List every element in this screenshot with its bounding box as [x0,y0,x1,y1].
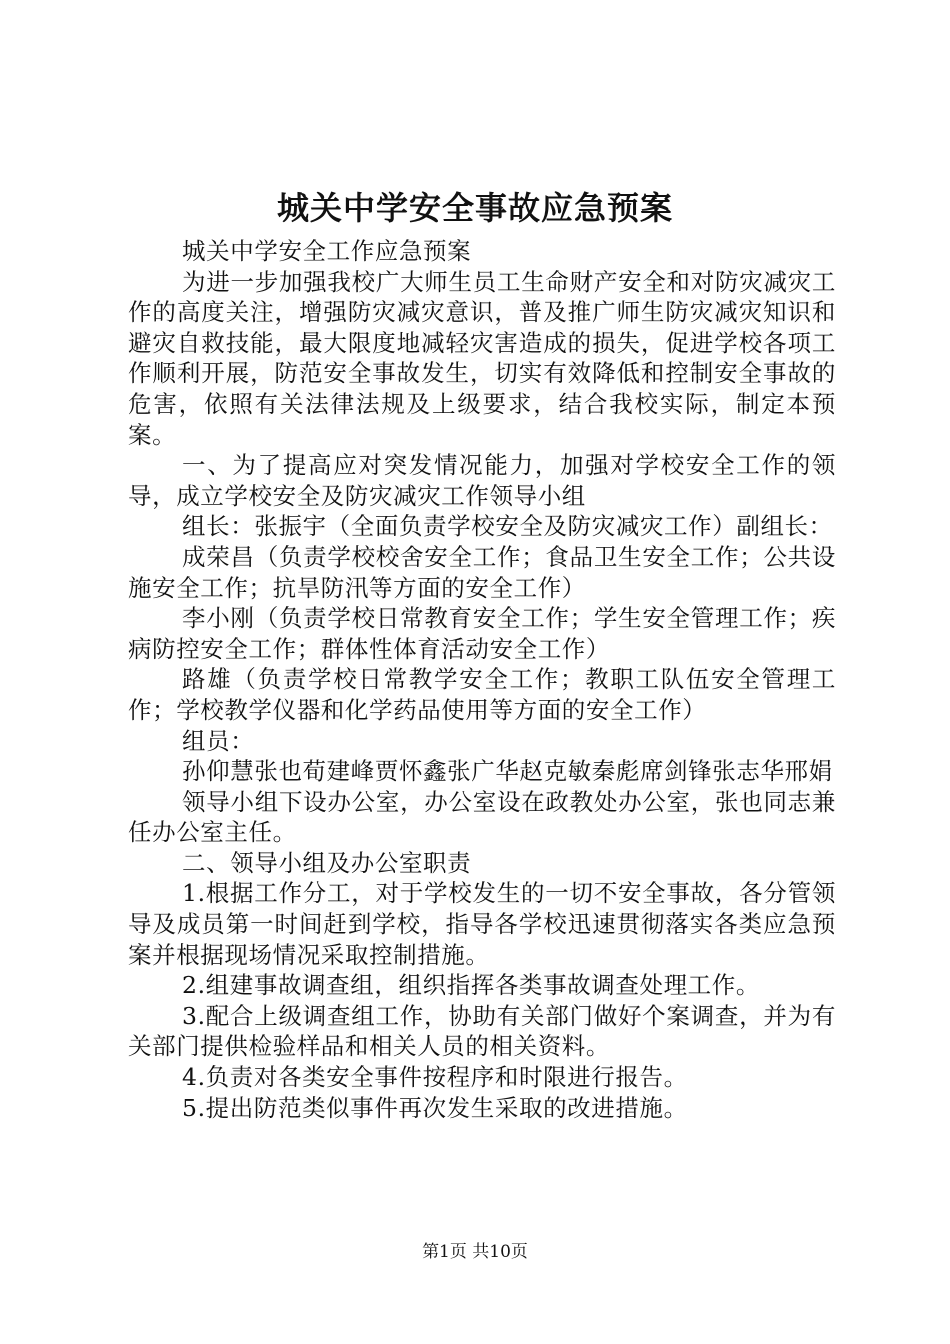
page-footer: 第1页 共10页 [422,1242,528,1262]
paragraph-group-leader: 组长：张振宇（全面负责学校安全及防灾减灾工作）副组长： [182,512,833,541]
paragraph-duty-5: 5.提出防范类似事件再次发生采取的改进措施。 [182,1093,688,1122]
paragraph-members-list: 孙仰慧张也荀建峰贾怀鑫张广华赵克敏秦彪席剑锋张志华邢娟 [182,757,833,786]
paragraph-deputy-3: 路雄（负责学校日常教学安全工作；教职工队伍安全管理工作；学校教学仪器和化学药品使用等方面的安全工作） [128,665,836,724]
paragraph-intro: 为进一步加强我校广大师生员工生命财产安全和对防灾减灾工作的高度关注，增强防灾减灾意识，普及推广师生防灾减灾知识和避灾自救技能，最大限度地减轻灾害造成的损失，促进学校各项工作顺利开展，防范安全事故发生，切实有效降低和控制安全事故的危害，依照有关法律法规及上级要求，结合我校实际，制定本预案。 [128,267,836,449]
document-title: 城关中学安全事故应急预案 [276,189,673,227]
paragraph-members-label: 组员： [182,726,255,755]
paragraph-office: 领导小组下设办公室，办公室设在政教处办公室，张也同志兼任办公室主任。 [128,787,836,847]
paragraph-section-two: 二、领导小组及办公室职责 [182,848,472,877]
paragraph-duty-1: 1.根据工作分工，对于学校发生的一切不安全事故，各分管领导及成员第一时间赶到学校，指导各学校迅速贯彻落实各类应急预案并根据现场情况采取控制措施。 [128,879,836,969]
paragraph-deputy-1: 成荣昌（负责学校校舍安全工作；食品卫生安全工作；公共设施安全工作；抗旱防汛等方面的安全工作） [128,542,836,602]
paragraph-subtitle: 城关中学安全工作应急预案 [182,237,472,265]
paragraph-duty-4: 4.负责对各类安全事件按程序和时限进行报告。 [182,1063,688,1092]
paragraph-deputy-2: 李小刚（负责学校日常教育安全工作；学生安全管理工作；疾病防控安全工作；群体性体育活动安全工作） [128,604,836,663]
paragraph-section-one: 一、为了提高应对突发情况能力，加强对学校安全工作的领导，成立学校安全及防灾减灾工作领导小组 [128,451,836,510]
paragraph-duty-2: 2.组建事故调查组，组织指挥各类事故调查处理工作。 [182,971,760,1000]
document-body [128,236,836,1123]
paragraph-duty-3: 3.配合上级调查组工作，协助有关部门做好个案调查，并为有关部门提供检验样品和相关人员的相关资料。 [128,1001,836,1061]
